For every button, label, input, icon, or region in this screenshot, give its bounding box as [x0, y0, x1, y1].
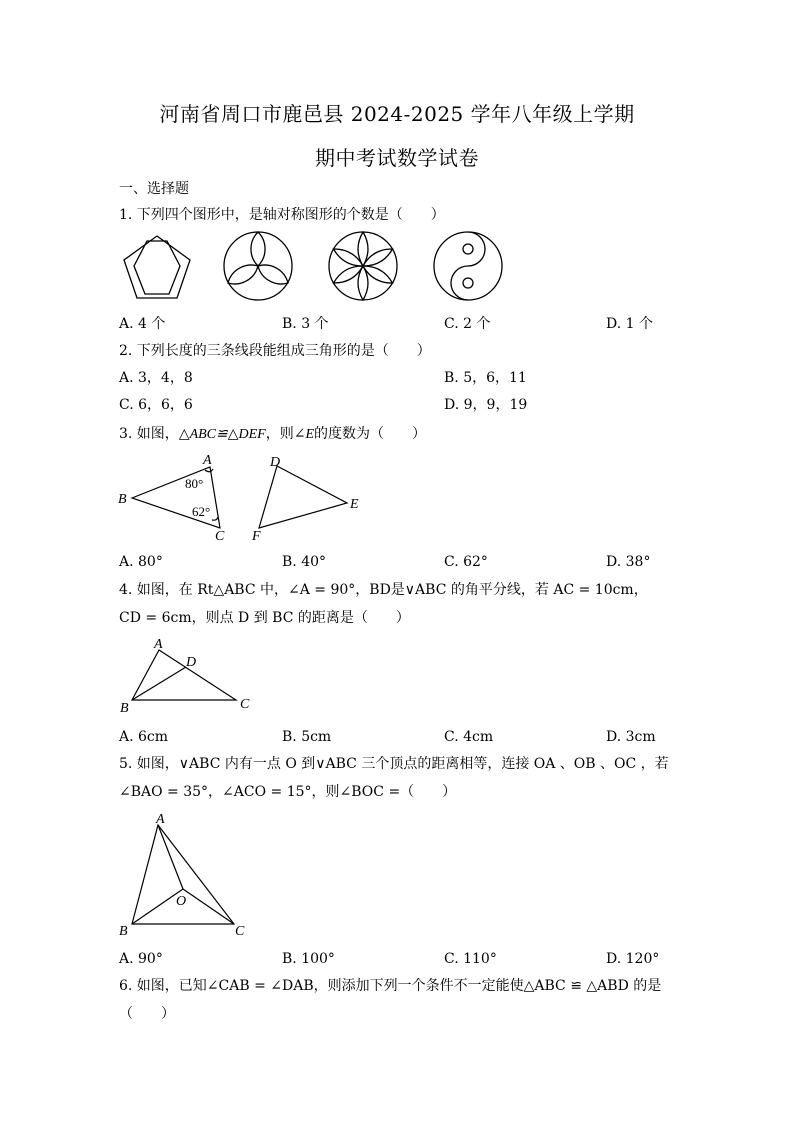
q3-stem-suffix: 的度数为（ ） [314, 426, 427, 442]
q3-angle-c: 62° [192, 504, 211, 519]
q5-option-d[interactable]: D. 120° [606, 951, 660, 967]
q4-label-c: C [240, 697, 250, 712]
q6-line2: （ ） [119, 1006, 175, 1022]
q1-option-b[interactable]: B. 3 个 [282, 316, 329, 332]
q4-option-d[interactable]: D. 3cm [606, 729, 656, 745]
q4-label-d: D [186, 655, 197, 670]
pentagon-figure [124, 236, 190, 298]
page-subtitle: 期中考试数学试卷 [315, 146, 479, 170]
q4-line2: CD = 6cm，则点 D 到 BC 的距离是（ ） [119, 610, 410, 626]
q4-option-a[interactable]: A. 6cm [119, 729, 169, 745]
q3-label-b: B [118, 492, 127, 507]
circle-three-arcs-figure [224, 232, 292, 300]
q5-option-a[interactable]: A. 90° [119, 951, 163, 967]
q3-label-f: F [252, 529, 261, 544]
q2-option-b[interactable]: B. 5，6，11 [444, 370, 527, 386]
q3-option-a[interactable]: A. 80° [119, 554, 163, 570]
q3-figure [112, 450, 372, 545]
yin-yang-figure [434, 232, 502, 300]
q1-option-a[interactable]: A. 4 个 [119, 316, 166, 332]
q5-label-c: C [235, 924, 245, 939]
q1-option-c[interactable]: C. 2 个 [444, 316, 491, 332]
q5-figure [112, 808, 262, 943]
q3-label-a: A [203, 453, 212, 468]
q3-stem-math: △ABC≌△DEF [178, 427, 266, 442]
q3-angle-a: 80° [185, 476, 204, 491]
q1-option-d[interactable]: D. 1 个 [606, 316, 653, 332]
q3-stem-mid: ，则 [265, 426, 294, 442]
q2-option-a[interactable]: A. 3，4，8 [119, 370, 193, 386]
q1-figures [110, 228, 520, 310]
q3-stem [119, 425, 426, 444]
q3-stem-math2: ∠E [293, 427, 315, 442]
q3-label-c: C [215, 529, 225, 544]
q2-option-c[interactable]: C. 6，6，6 [119, 397, 193, 413]
q2-stem: 2. 下列长度的三条线段能组成三角形的是（ ） [119, 343, 431, 359]
q5-option-c[interactable]: C. 110° [444, 951, 497, 967]
q3-option-c[interactable]: C. 62° [444, 554, 488, 570]
q6-line1: 6. 如图，已知∠CAB = ∠DAB，则添加下列一个条件不一定能使△ABC ≌ △ABD 的是 [119, 978, 662, 994]
section-label: 一、选择题 [119, 181, 189, 197]
flower-figure [329, 232, 397, 300]
q4-option-c[interactable]: C. 4cm [444, 729, 494, 745]
q5-label-b: B [119, 924, 128, 939]
q4-label-b: B [120, 701, 129, 716]
page-title: 河南省周口市鹿邑县 2024-2025 学年八年级上学期 [159, 102, 635, 126]
q3-option-b[interactable]: B. 40° [282, 554, 327, 570]
q5-option-b[interactable]: B. 100° [282, 951, 335, 967]
q1-stem: 1. 下列四个图形中，是轴对称图形的个数是（ ） [119, 207, 445, 223]
q5-line1: 5. 如图，∨ABC 内有一点 O 到∨ABC 三个顶点的距离相等，连接 OA 、OB 、OC ，若 [119, 756, 669, 772]
q5-label-a: A [156, 812, 165, 827]
q4-figure [112, 634, 272, 719]
q4-line1: 4. 如图，在 Rt△ABC 中，∠A = 90°，BD是∨ABC 的角平分线，若 AC = 10cm， [119, 582, 648, 598]
q4-label-a: A [154, 637, 163, 652]
q5-label-o: O [176, 894, 187, 909]
q3-stem-prefix: 3. 如图， [119, 426, 179, 442]
q3-label-e: E [350, 497, 359, 512]
q3-label-d: D [270, 455, 281, 470]
q3-option-d[interactable]: D. 38° [606, 554, 651, 570]
q2-option-d[interactable]: D. 9，9，19 [444, 397, 528, 413]
q4-option-b[interactable]: B. 5cm [282, 729, 332, 745]
q5-line2: ∠BAO = 35°，∠ACO = 15°，则∠BOC =（ ） [119, 784, 457, 800]
